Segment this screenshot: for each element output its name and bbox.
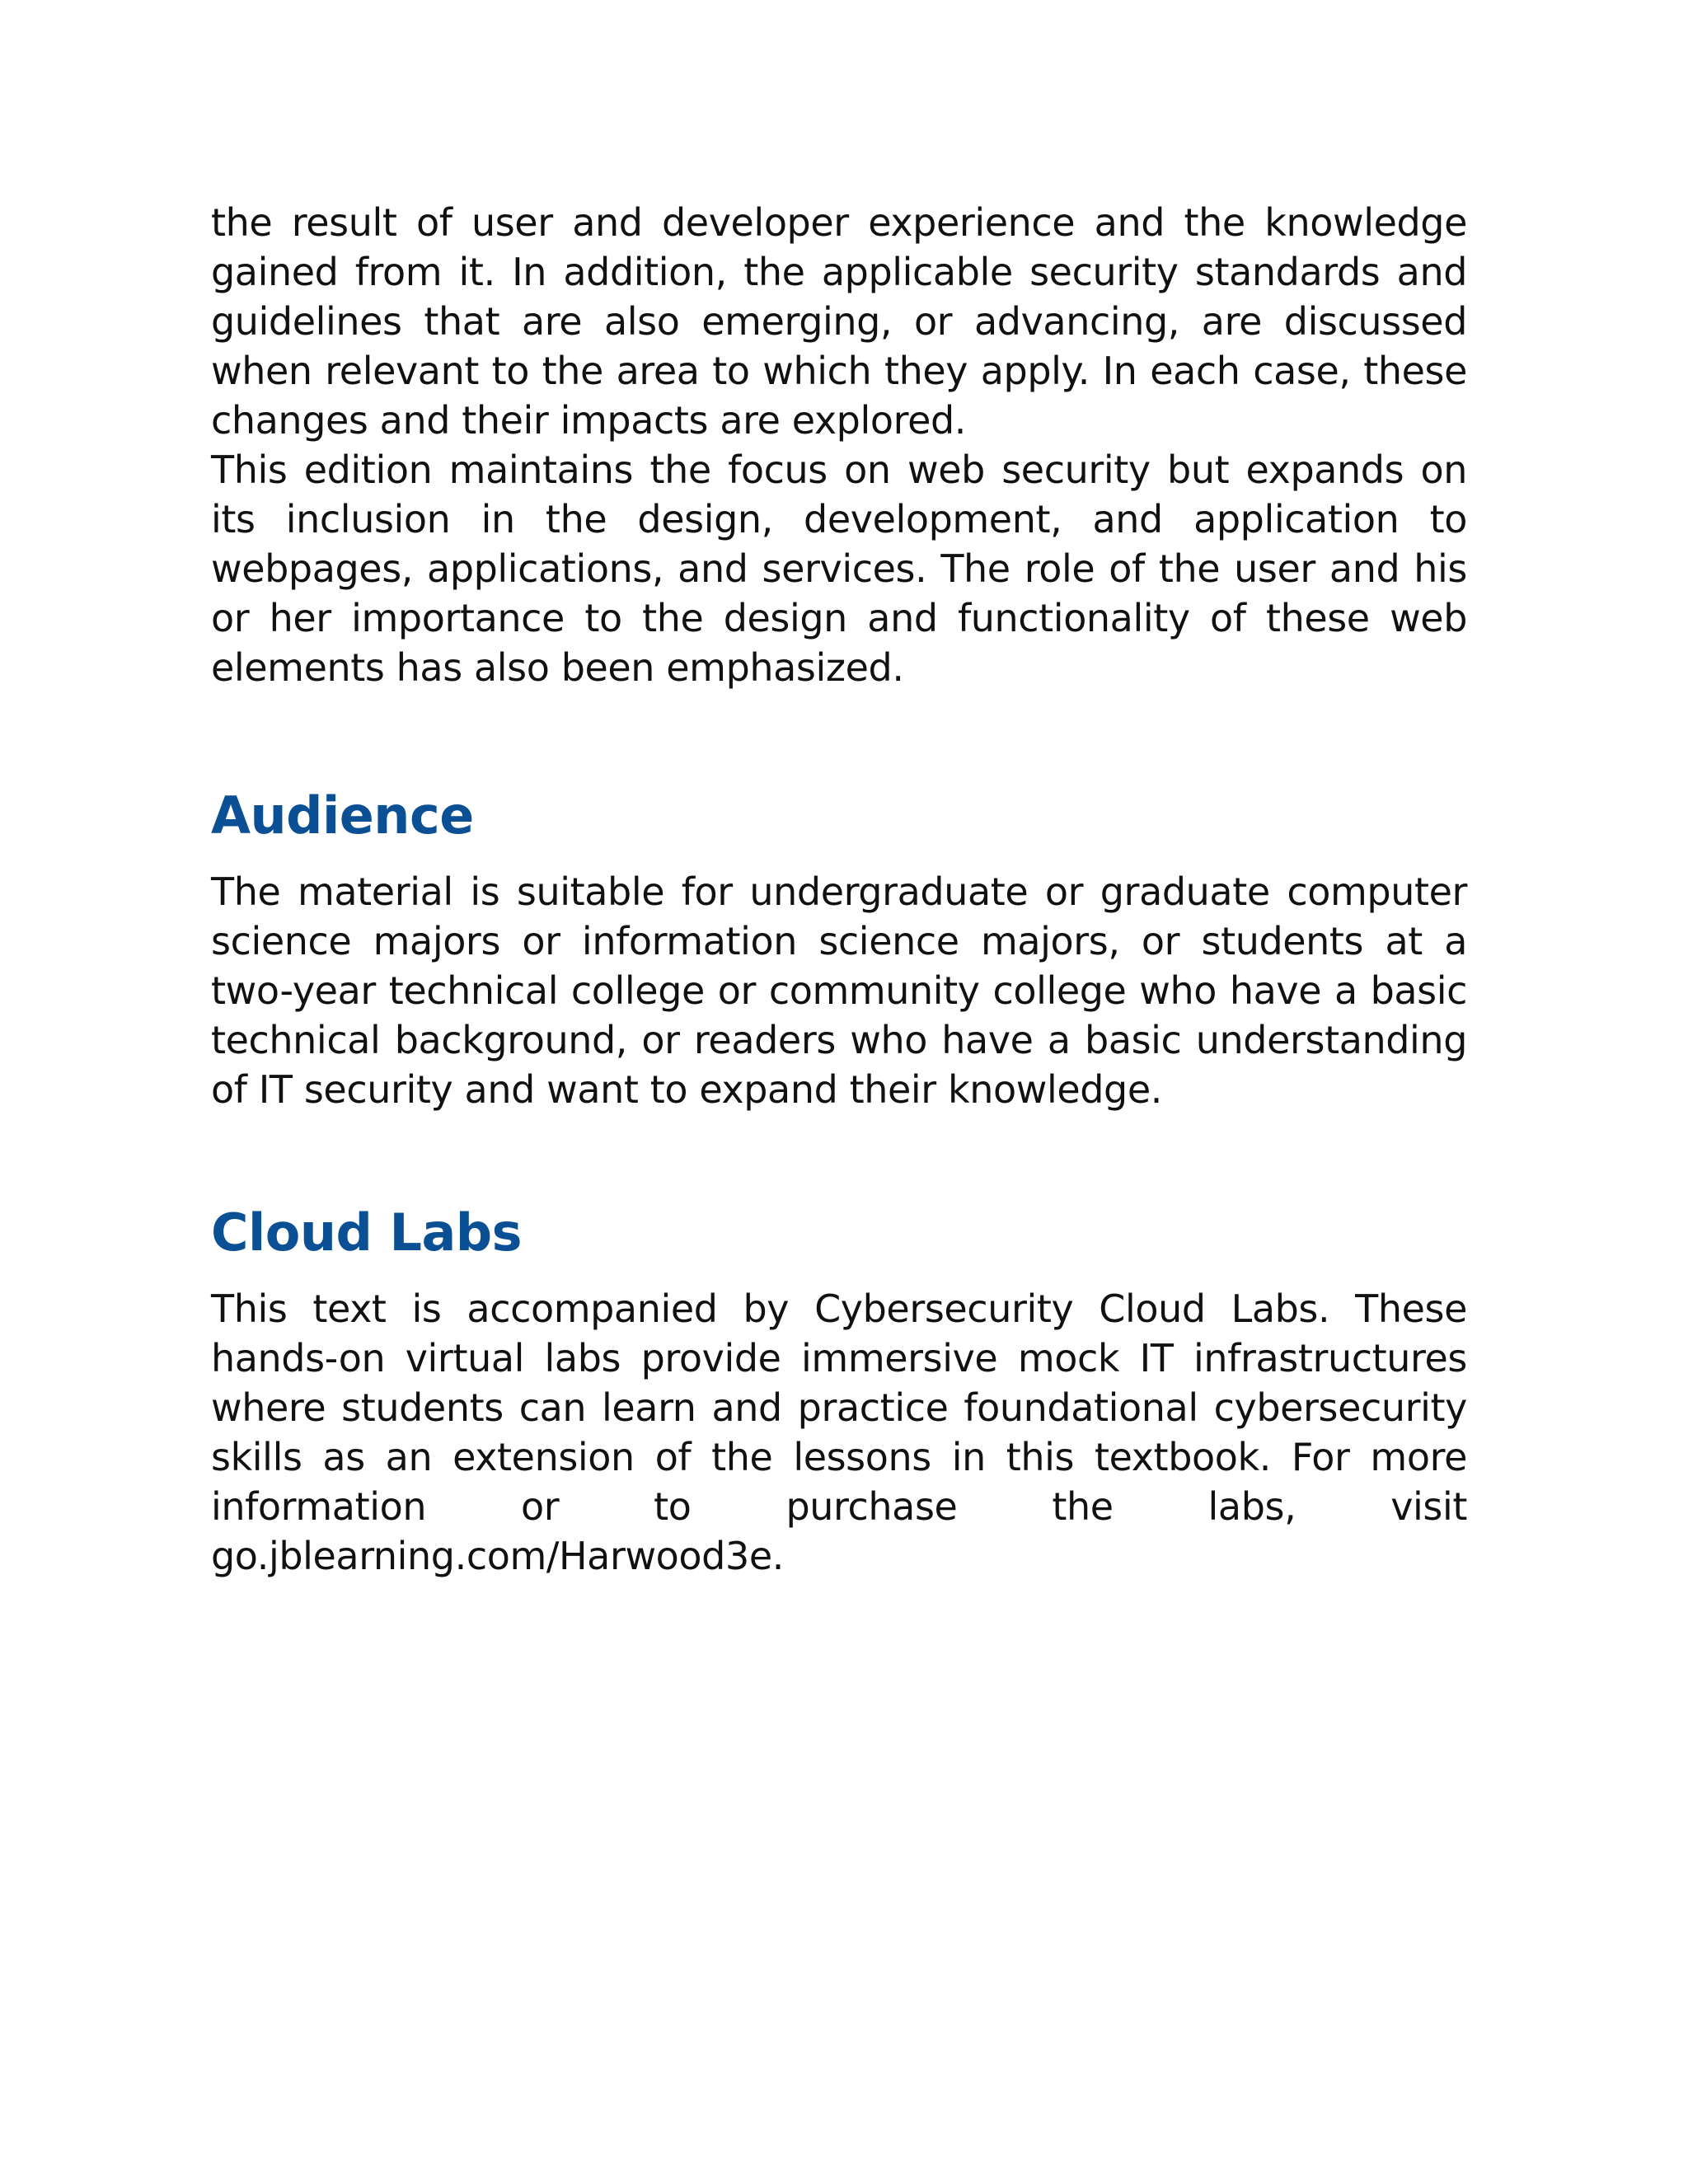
cloud-labs-paragraph: This text is accompanied by Cybersecurity Cloud Labs. These hands-on virtual labs provide immersive mock IT infrastructures where students can learn and practice foundational cybersecurity skills as an extension of the lessons in this textbook. For more information or to purchase the labs, visit go.jblearning.com/Harwood3e.	[211, 1286, 1467, 1578]
document-page	[211, 198, 1467, 1581]
audience-paragraph: The material is suitable for undergraduate or graduate computer science majors or information science majors, or students at a two-year technical college or community college who have a basic technical background, or readers who have a basic understanding of IT security and want to expand their knowledge.	[211, 869, 1467, 1112]
intro-continuation-paragraph: the result of user and developer experience and the knowledge gained from it. In addition, the applicable security standards and guidelines that are also emerging, or advancing, are discussed when relevant to the area to which they apply. In each case, these changes and their impacts are explored.	[211, 200, 1467, 443]
cloud-labs-heading: Cloud Labs	[211, 1202, 523, 1263]
edition-focus-paragraph: This edition maintains the focus on web security but expands on its inclusion in the design, development, and application to webpages, applications, and services. The role of the user and his or her importance to the design and functionality of these web elements has also been emphasized.	[211, 448, 1467, 690]
audience-heading: Audience	[211, 785, 474, 846]
